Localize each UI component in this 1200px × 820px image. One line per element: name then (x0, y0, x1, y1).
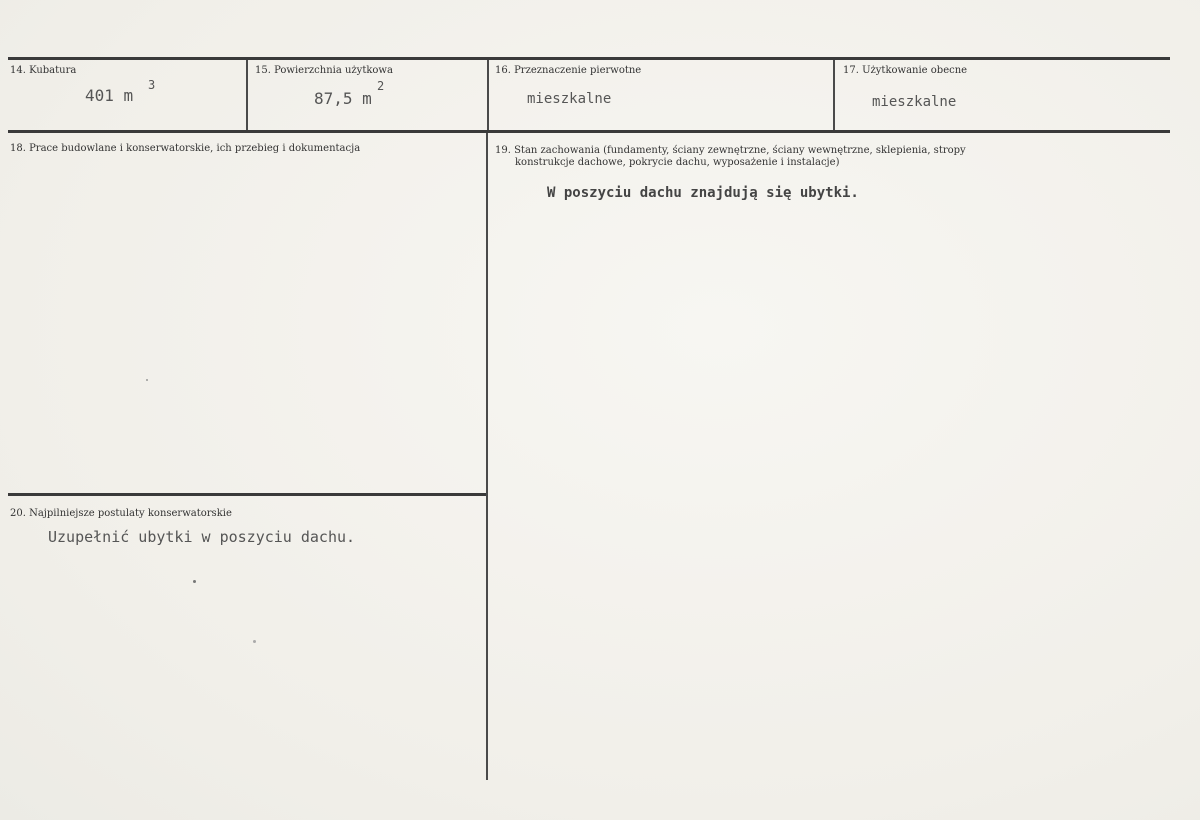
field-16-value: mieszkalne (527, 91, 612, 107)
field-19-label-line2: konstrukcje dachowe, pokrycie dachu, wyposażenie i instalacje) (515, 157, 840, 168)
section20-top-rule (8, 493, 486, 496)
field-20-label: 20. Najpilniejsze postulaty konserwatorskie (10, 508, 232, 519)
field-16-label: 16. Przeznaczenie pierwotne (495, 65, 642, 76)
scan-speck (193, 580, 196, 583)
row1-bottom-rule (8, 130, 1170, 133)
divider-16-17 (833, 60, 835, 130)
field-19-value: W poszyciu dachu znajdują się ubytki. (547, 185, 859, 201)
field-15-label: 15. Powierzchnia użytkowa (255, 65, 393, 76)
divider-left-right-body (486, 133, 488, 780)
field-14-label: 14. Kubatura (10, 65, 77, 76)
field-20-value: Uzupełnić ubytki w poszyciu dachu. (48, 528, 356, 546)
field-17-value: mieszkalne (872, 94, 957, 110)
field-14-value: 401 m (85, 86, 134, 105)
scan-speck (253, 640, 256, 643)
divider-14-15 (246, 60, 248, 130)
top-rule (8, 57, 1170, 60)
field-18-label: 18. Prace budowlane i konserwatorskie, ich przebieg i dokumentacja (10, 143, 361, 154)
divider-15-16 (487, 60, 489, 130)
field-15-value: 87,5 m (314, 89, 372, 108)
field-19-label-line1: 19. Stan zachowania (fundamenty, ściany zewnętrzne, ściany wewnętrzne, sklepienia, stropy (495, 145, 966, 156)
field-14-unit-exponent: 3 (148, 78, 156, 92)
scan-speck (146, 379, 148, 381)
field-17-label: 17. Użytkowanie obecne (843, 65, 968, 76)
field-15-unit-exponent: 2 (377, 79, 385, 93)
